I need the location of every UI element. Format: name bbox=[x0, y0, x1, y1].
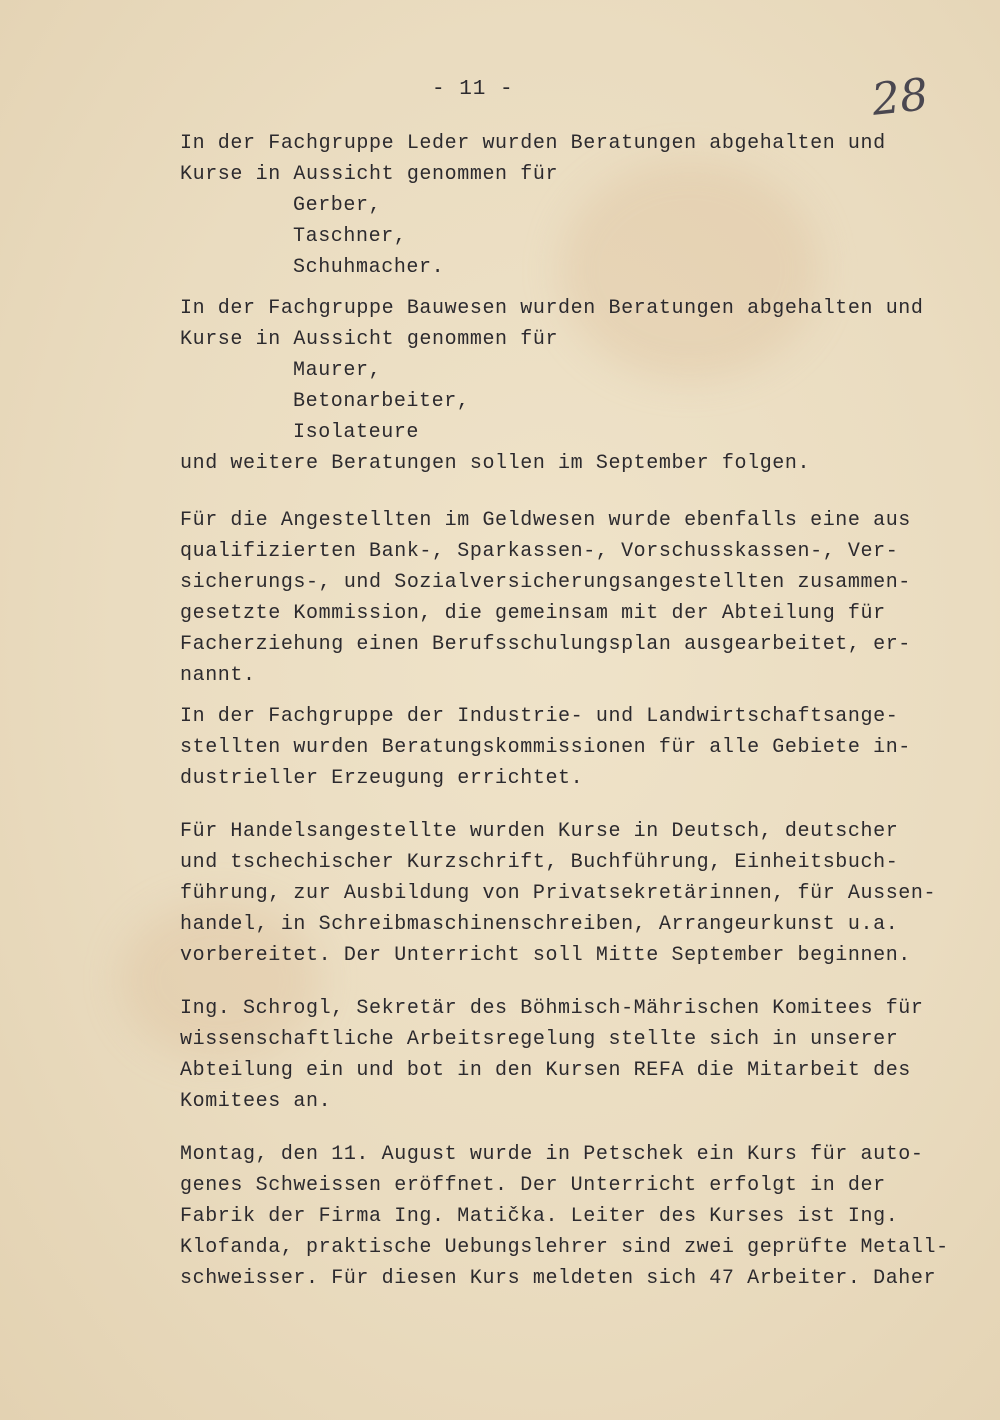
paragraph-schweissen bbox=[180, 1139, 970, 1294]
text-line: sicherungs-, und Sozialversicherungsangestellten zusammen- bbox=[180, 571, 911, 594]
text-line: wissenschaftliche Arbeitsregelung stellte sich in unserer bbox=[180, 1028, 899, 1051]
text-line: In der Fachgruppe Bauwesen wurden Beratungen abgehalten und bbox=[180, 297, 924, 320]
text-line: Kurse in Aussicht genommen für bbox=[180, 163, 559, 186]
page-number: - 11 - bbox=[432, 78, 514, 101]
list-item: Isolateure bbox=[293, 421, 420, 444]
list-item: Taschner, bbox=[293, 225, 407, 248]
text-line: führung, zur Ausbildung von Privatsekretärinnen, für Aussen- bbox=[180, 882, 937, 905]
text-line: Kurse in Aussicht genommen für bbox=[180, 328, 559, 351]
paragraph-handel bbox=[180, 816, 970, 971]
text-line: qualifizierten Bank-, Sparkassen-, Vorschusskassen-, Ver- bbox=[180, 540, 899, 563]
list-item: Gerber, bbox=[293, 194, 382, 217]
text-line: und tschechischer Kurzschrift, Buchführung, Einheitsbuch- bbox=[180, 851, 899, 874]
text-line: gesetzte Kommission, die gemeinsam mit der Abteilung für bbox=[180, 602, 886, 625]
handwritten-folio-number: 28 bbox=[869, 69, 931, 126]
text-line: In der Fachgruppe Leder wurden Beratungen abgehalten und bbox=[180, 132, 886, 155]
text-line: Für Handelsangestellte wurden Kurse in Deutsch, deutscher bbox=[180, 820, 899, 843]
text-line: und weitere Beratungen sollen im September folgen. bbox=[180, 452, 811, 475]
text-line: nannt. bbox=[180, 664, 256, 687]
list-item: Maurer, bbox=[293, 359, 382, 382]
paragraph-industrie bbox=[180, 701, 970, 794]
list-item: Schuhmacher. bbox=[293, 256, 445, 279]
text-line: Abteilung ein und bot in den Kursen REFA die Mitarbeit des bbox=[180, 1059, 911, 1082]
text-line: Klofanda, praktische Uebungslehrer sind zwei geprüfte Metall- bbox=[180, 1236, 949, 1259]
text-line: handel, in Schreibmaschinenschreiben, Arrangeurkunst u.a. bbox=[180, 913, 899, 936]
text-line: dustrieller Erzeugung errichtet. bbox=[180, 767, 584, 790]
text-line: Ing. Schrogl, Sekretär des Böhmisch-Mährischen Komitees für bbox=[180, 997, 924, 1020]
text-line: In der Fachgruppe der Industrie- und Landwirtschaftsange- bbox=[180, 705, 899, 728]
paragraph-geldwesen bbox=[180, 505, 970, 691]
text-line: stellten wurden Beratungskommissionen für alle Gebiete in- bbox=[180, 736, 911, 759]
text-line: Montag, den 11. August wurde in Petschek ein Kurs für auto- bbox=[180, 1143, 924, 1166]
text-line: vorbereitet. Der Unterricht soll Mitte September beginnen. bbox=[180, 944, 911, 967]
text-line: Fabrik der Firma Ing. Matička. Leiter des Kurses ist Ing. bbox=[180, 1205, 899, 1228]
text-line: Facherziehung einen Berufsschulungsplan ausgearbeitet, er- bbox=[180, 633, 911, 656]
text-line: Komitees an. bbox=[180, 1090, 332, 1113]
text-line: Für die Angestellten im Geldwesen wurde ebenfalls eine aus bbox=[180, 509, 911, 532]
text-line: genes Schweissen eröffnet. Der Unterricht erfolgt in der bbox=[180, 1174, 886, 1197]
list-item: Betonarbeiter, bbox=[293, 390, 470, 413]
body-text bbox=[180, 128, 970, 1294]
paragraph-leder bbox=[180, 128, 970, 283]
text-line: schweisser. Für diesen Kurs meldeten sich 47 Arbeiter. Daher bbox=[180, 1267, 937, 1290]
paragraph-bauwesen bbox=[180, 293, 970, 479]
paragraph-schrogl bbox=[180, 993, 970, 1117]
